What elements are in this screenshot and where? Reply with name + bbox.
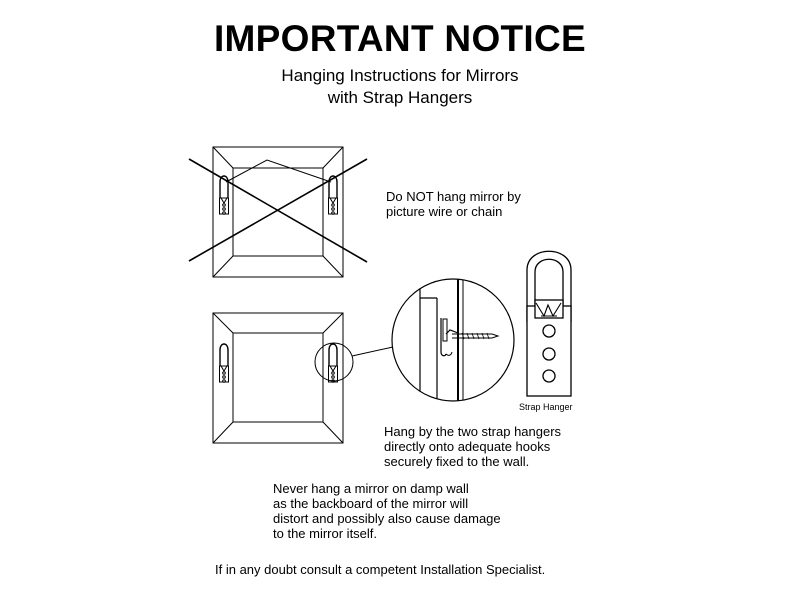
strap-hanger-icon <box>527 251 571 396</box>
subtitle-line-2: with Strap Hangers <box>327 88 473 107</box>
note-line: directly onto adequate hooks <box>384 439 551 454</box>
note-line: Do NOT hang mirror by <box>386 189 521 204</box>
subtitle-line-1: Hanging Instructions for Mirrors <box>281 66 519 85</box>
note-line: to the mirror itself. <box>273 526 378 541</box>
wire-warning-text <box>386 189 521 219</box>
hang-instruction-text <box>384 424 561 469</box>
note-line: securely fixed to the wall. <box>384 454 530 469</box>
page-title: IMPORTANT NOTICE <box>213 18 587 59</box>
note-line: distort and possibly also cause damage <box>273 511 501 526</box>
detail-leader-line <box>352 347 393 356</box>
note-line: Hang by the two strap hangers <box>384 424 562 439</box>
note-line: picture wire or chain <box>386 204 503 219</box>
hanger-left-icon <box>220 344 229 382</box>
note-line: Never hang a mirror on damp wall <box>273 481 469 496</box>
mirror-strap-correct <box>213 313 393 443</box>
hanger-right-icon <box>329 344 338 382</box>
mirror-wire-wrong <box>189 147 367 277</box>
strap-hanger-label: Strap Hanger <box>519 402 573 412</box>
damp-warning-text <box>273 481 501 541</box>
mirror-frame-inner <box>233 333 323 422</box>
mirror-frame-inner <box>233 168 323 256</box>
picture-wire <box>226 160 331 182</box>
detail-highlight-circle <box>315 343 353 381</box>
note-line: as the backboard of the mirror will <box>273 496 469 511</box>
magnified-detail <box>392 270 514 410</box>
consult-specialist-text: If in any doubt consult a competent Installation Specialist. <box>215 562 546 577</box>
